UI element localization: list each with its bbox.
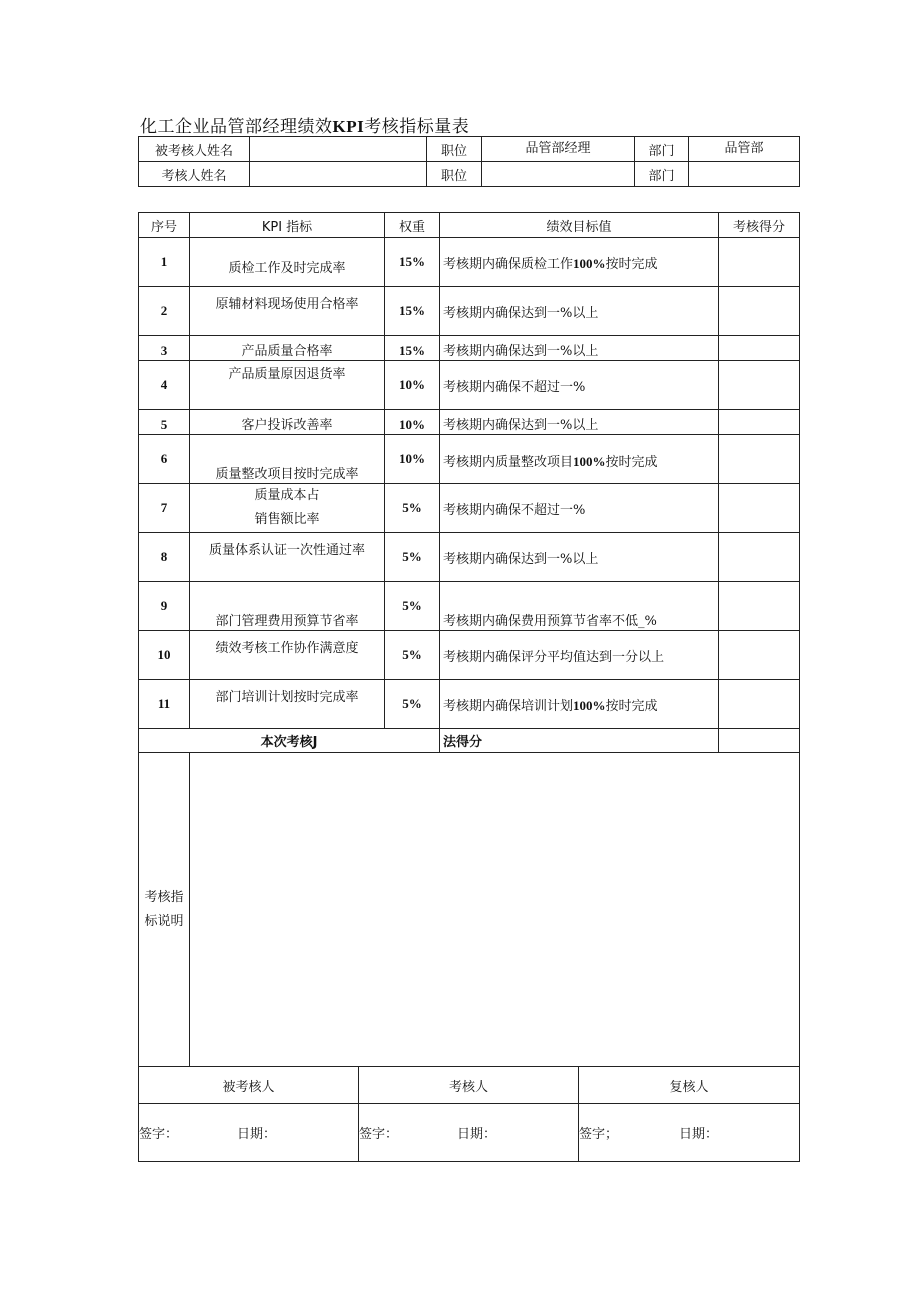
row-score[interactable]: [719, 435, 800, 484]
row-score[interactable]: [719, 680, 800, 729]
row-kpi: 质量体系认证一次性通过率: [190, 533, 385, 582]
appraiser-dept-value[interactable]: [689, 162, 800, 187]
row-seq: 4: [139, 361, 190, 410]
row-weight: 5%: [385, 533, 440, 582]
appraiser-sign-header: 考核人: [359, 1067, 579, 1104]
sign-label: 签字：: [359, 1127, 399, 1142]
table-row: [139, 582, 800, 631]
table-row: [139, 435, 800, 484]
row-target: 考核期内确保达到一%以上: [440, 336, 719, 361]
table-row: [139, 238, 800, 287]
total-score[interactable]: [719, 729, 800, 753]
row-score[interactable]: [719, 287, 800, 336]
table-row: [139, 410, 800, 435]
row-score[interactable]: [719, 484, 800, 533]
signature-table: [138, 1066, 800, 1162]
appraisee-dept-label: 部门: [635, 137, 689, 162]
row-target: 考核期内确保不超过一%: [440, 484, 719, 533]
appraisee-sign-cell[interactable]: [139, 1104, 359, 1162]
col-header-target: 绩效目标值: [440, 213, 719, 238]
row-weight: 15%: [385, 336, 440, 361]
row-kpi: 产品质量原因退货率: [190, 361, 385, 410]
reviewer-sign-header: 复核人: [579, 1067, 800, 1104]
row-kpi: 绩效考核工作协作满意度: [190, 631, 385, 680]
row-score[interactable]: [719, 410, 800, 435]
row-kpi: 质检工作及时完成率: [190, 238, 385, 287]
row-score[interactable]: [719, 533, 800, 582]
appraisee-sign-header: 被考核人: [139, 1067, 359, 1104]
table-row: [139, 680, 800, 729]
date-label: 日期：: [679, 1127, 719, 1142]
row-score[interactable]: [719, 631, 800, 680]
notes-content[interactable]: [190, 753, 800, 1067]
row-weight: 5%: [385, 680, 440, 729]
total-label-left: 本次考核J: [139, 729, 440, 753]
row-weight: 10%: [385, 410, 440, 435]
col-header-kpi: KPI 指标: [190, 213, 385, 238]
row-weight: 5%: [385, 631, 440, 680]
col-header-score: 考核得分: [719, 213, 800, 238]
row-kpi: 质量成本占 销售额比率: [190, 484, 385, 533]
table-row: [139, 361, 800, 410]
row-kpi: 质量整改项目按时完成率: [190, 435, 385, 484]
header-table: [138, 136, 800, 187]
row-kpi: 原辅材料现场使用合格率: [190, 287, 385, 336]
page-title: 化工企业品管部经理绩效KPI考核指标量表: [140, 117, 470, 137]
row-seq: 8: [139, 533, 190, 582]
row-seq: 9: [139, 582, 190, 631]
col-header-weight: 权重: [385, 213, 440, 238]
row-target: 考核期内确保评分平均值达到一分以上: [440, 631, 719, 680]
row-kpi: 客户投诉改善率: [190, 410, 385, 435]
row-weight: 15%: [385, 287, 440, 336]
appraiser-dept-label: 部门: [635, 162, 689, 187]
row-weight: 10%: [385, 361, 440, 410]
appraiser-position-label: 职位: [427, 162, 482, 187]
table-row: [139, 484, 800, 533]
row-weight: 10%: [385, 435, 440, 484]
notes-label: 考核指 标说明: [139, 753, 190, 1067]
row-score[interactable]: [719, 336, 800, 361]
row-target: 考核期内确保质检工作100%按时完成: [440, 238, 719, 287]
date-label: 日期：: [237, 1127, 277, 1142]
appraiser-name-field[interactable]: [250, 162, 427, 187]
table-row: [139, 533, 800, 582]
row-score[interactable]: [719, 238, 800, 287]
total-label-right: 法得分: [440, 729, 719, 753]
row-weight: 5%: [385, 582, 440, 631]
row-target: 考核期内确保费用预算节省率不低_%: [440, 582, 719, 631]
table-row: [139, 287, 800, 336]
row-seq: 2: [139, 287, 190, 336]
appraisee-position-label: 职位: [427, 137, 482, 162]
appraisee-dept-value[interactable]: 品管部: [689, 137, 800, 162]
row-seq: 3: [139, 336, 190, 361]
reviewer-sign-cell[interactable]: [579, 1104, 800, 1162]
sign-label: 签字；: [579, 1127, 619, 1142]
kpi-table: [138, 212, 800, 1067]
appraiser-sign-cell[interactable]: [359, 1104, 579, 1162]
row-kpi: 部门管理费用预算节省率: [190, 582, 385, 631]
col-header-seq: 序号: [139, 213, 190, 238]
row-target: 考核期内确保达到一%以上: [440, 533, 719, 582]
appraiser-name-label: 考核人姓名: [139, 162, 250, 187]
appraisee-name-label: 被考核人姓名: [139, 137, 250, 162]
sign-label: 签字：: [139, 1127, 179, 1142]
appraisee-name-field[interactable]: [250, 137, 427, 162]
row-target: 考核期内确保达到一%以上: [440, 287, 719, 336]
row-seq: 10: [139, 631, 190, 680]
row-seq: 11: [139, 680, 190, 729]
notes-row: [139, 753, 800, 1067]
total-row: [139, 729, 800, 753]
row-target: 考核期内确保不超过一%: [440, 361, 719, 410]
row-weight: 5%: [385, 484, 440, 533]
row-target: 考核期内确保达到一%以上: [440, 410, 719, 435]
row-score[interactable]: [719, 361, 800, 410]
row-seq: 1: [139, 238, 190, 287]
row-score[interactable]: [719, 582, 800, 631]
appraiser-position-value[interactable]: [482, 162, 635, 187]
row-target: 考核期内质量整改项目100%按时完成: [440, 435, 719, 484]
row-kpi: 部门培训计划按时完成率: [190, 680, 385, 729]
appraisee-position-value[interactable]: 品管部经理: [482, 137, 635, 162]
table-row: [139, 336, 800, 361]
row-seq: 5: [139, 410, 190, 435]
date-label: 日期：: [457, 1127, 497, 1142]
row-seq: 7: [139, 484, 190, 533]
row-kpi: 产品质量合格率: [190, 336, 385, 361]
row-weight: 15%: [385, 238, 440, 287]
table-row: [139, 631, 800, 680]
row-target: 考核期内确保培训计划100%按时完成: [440, 680, 719, 729]
row-seq: 6: [139, 435, 190, 484]
